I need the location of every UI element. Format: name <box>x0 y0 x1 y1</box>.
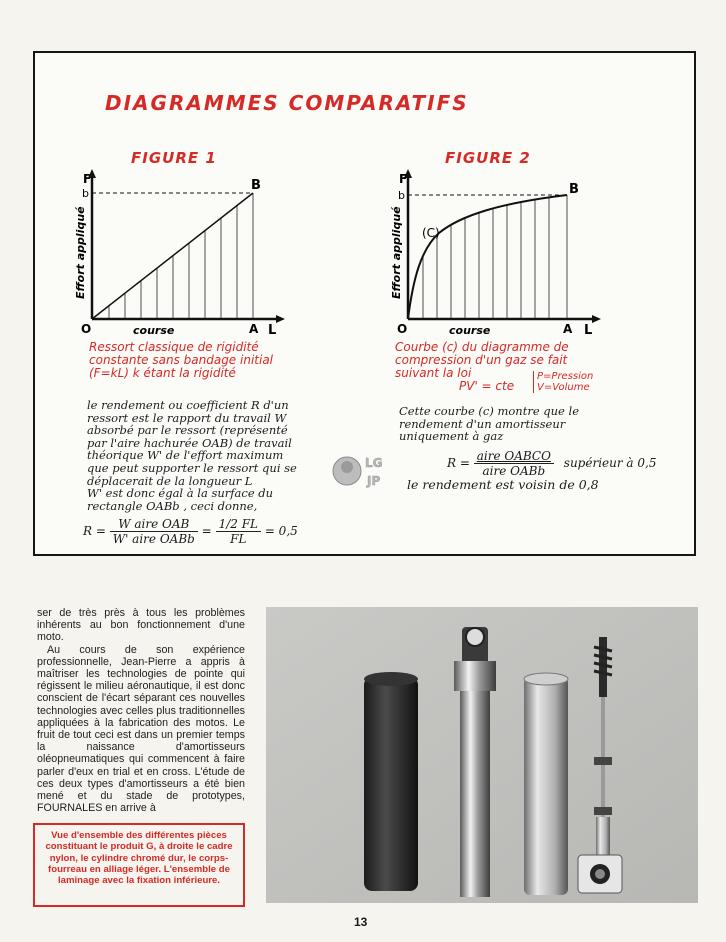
figure2-conclusion: le rendement est voisin de 0,8 <box>407 477 599 492</box>
figure1-formula-lhs: R = <box>83 524 106 538</box>
figure1-label-B: B <box>251 178 261 193</box>
figure2-diagram <box>391 169 611 339</box>
figure2-curve <box>408 195 567 319</box>
figure2-law: PV' = cte <box>459 379 515 393</box>
nylon-sleeve <box>364 677 418 891</box>
figure1-formula-eq: = <box>201 524 212 538</box>
svg-text:O: O <box>397 322 408 336</box>
figure2-curve-label: (C) <box>422 226 440 240</box>
figure1-formula <box>83 517 298 546</box>
figure2-formula-num: aire OABCO <box>474 449 554 464</box>
figure1-line <box>92 193 253 319</box>
figure2-legend: P=Pression V=Volume <box>533 371 593 393</box>
figure1-formula-den2: FL <box>230 532 247 546</box>
figure2-caption: Courbe (c) du diagramme de compression d'un gaz se fait suivant la loi <box>395 340 569 380</box>
watermark-logo <box>331 449 393 493</box>
figure1-x-arrow <box>276 315 285 323</box>
article-body <box>37 607 245 814</box>
figure1-label-F: F <box>83 172 92 186</box>
figure2-formula-rest: supérieur à 0,5 <box>563 456 657 470</box>
figure1-formula-den1: W' aire OABb <box>112 532 195 546</box>
svg-text:F: F <box>399 172 408 186</box>
figure2-hatching <box>423 195 567 319</box>
figure1-label-b: b <box>82 187 89 200</box>
parts-photo <box>266 607 698 903</box>
figure1-formula-result: = 0,5 <box>264 524 298 538</box>
figure1-formula-num2: 1/2 FL <box>216 517 261 532</box>
article-paragraph: Au cours de son expérience professionnelle, Jean-Pierre a appris à maîtriser les technologies de pointe qui régissent le milieu aéronautique, il est donc conscient de l'écart séparant ces nouvelles technologies avec celles plus traditionnelles appliquées à la fabrication des motos. Le fruit de tout ceci est dans un premier temps la naissance d'amortisseurs oléopneumatiques qui commencent à faire parler d'eux en trial et en cross. L'étude de ces deux types d'amortisseurs a été bien mené et du stade de prototypes, FOURNALES en arrive à <box>37 643 245 815</box>
figure1-x-label: course <box>133 324 175 337</box>
figure2-formula-den: aire OABb <box>482 464 546 478</box>
figure1-y-label: Effort appliqué <box>74 206 87 299</box>
figure2-y-label: Effort appliqué <box>390 206 403 299</box>
svg-text:A: A <box>563 322 573 336</box>
alloy-body <box>524 677 568 895</box>
figure1-label-L: L <box>268 323 277 338</box>
article-paragraph: ser de très près à tous les problèmes inhérents au bon fonctionnement d'une moto. <box>37 607 245 644</box>
figure1-caption: Ressort classique de rigidité constante sans bandage initial (F=kL) k étant la rigidité <box>89 340 274 380</box>
figure1-heading: FIGURE 1 <box>131 149 217 167</box>
svg-text:L: L <box>584 323 593 338</box>
figure2-x-label: course <box>449 324 491 337</box>
svg-text:JP: JP <box>367 474 381 488</box>
panel-title: DIAGRAMMES COMPARATIFS <box>105 91 469 115</box>
page-number: 13 <box>354 915 368 929</box>
figure1-hatching <box>109 193 253 319</box>
svg-text:B: B <box>569 182 579 197</box>
figure2-note: Cette courbe (c) montre que le rendement d'un amortisseur uniquement à gaz <box>399 404 579 444</box>
figure2-formula: R = $\frac{\text{aire OABCO}}{\text{aire OABb}}$ supérieur à 0,5 <box>447 449 657 478</box>
chromed-cylinder <box>460 691 490 897</box>
figure2-heading: FIGURE 2 <box>445 149 531 167</box>
svg-text:LG: LG <box>365 456 383 470</box>
figure1-diagram <box>75 169 295 339</box>
figure1-formula-num1: W aire OAB <box>110 517 198 532</box>
svg-text:b: b <box>398 189 405 202</box>
photo-caption: Vue d'ensemble des différentes pièces constituant le produit G, à droite le cadre nylon, le cylindre chromé dur, le corps-fourreau en alliage léger. L'ensemble de laminage avec la fixation inférieure. <box>33 823 245 907</box>
figure1-label-A: A <box>249 322 259 336</box>
figure1-label-O: O <box>81 322 92 336</box>
figure1-note: le rendement ou coefficient R d'un ressort est le rapport du travail W absorbé par le ressort (représenté par l'aire hachurée OAB) de travail théorique W' de l'effort maximum que peut supporter le ressort qui se déplacerait de la longueur L W' est donc égal à la surface du rectangle OABb , ceci donne, <box>87 398 297 513</box>
